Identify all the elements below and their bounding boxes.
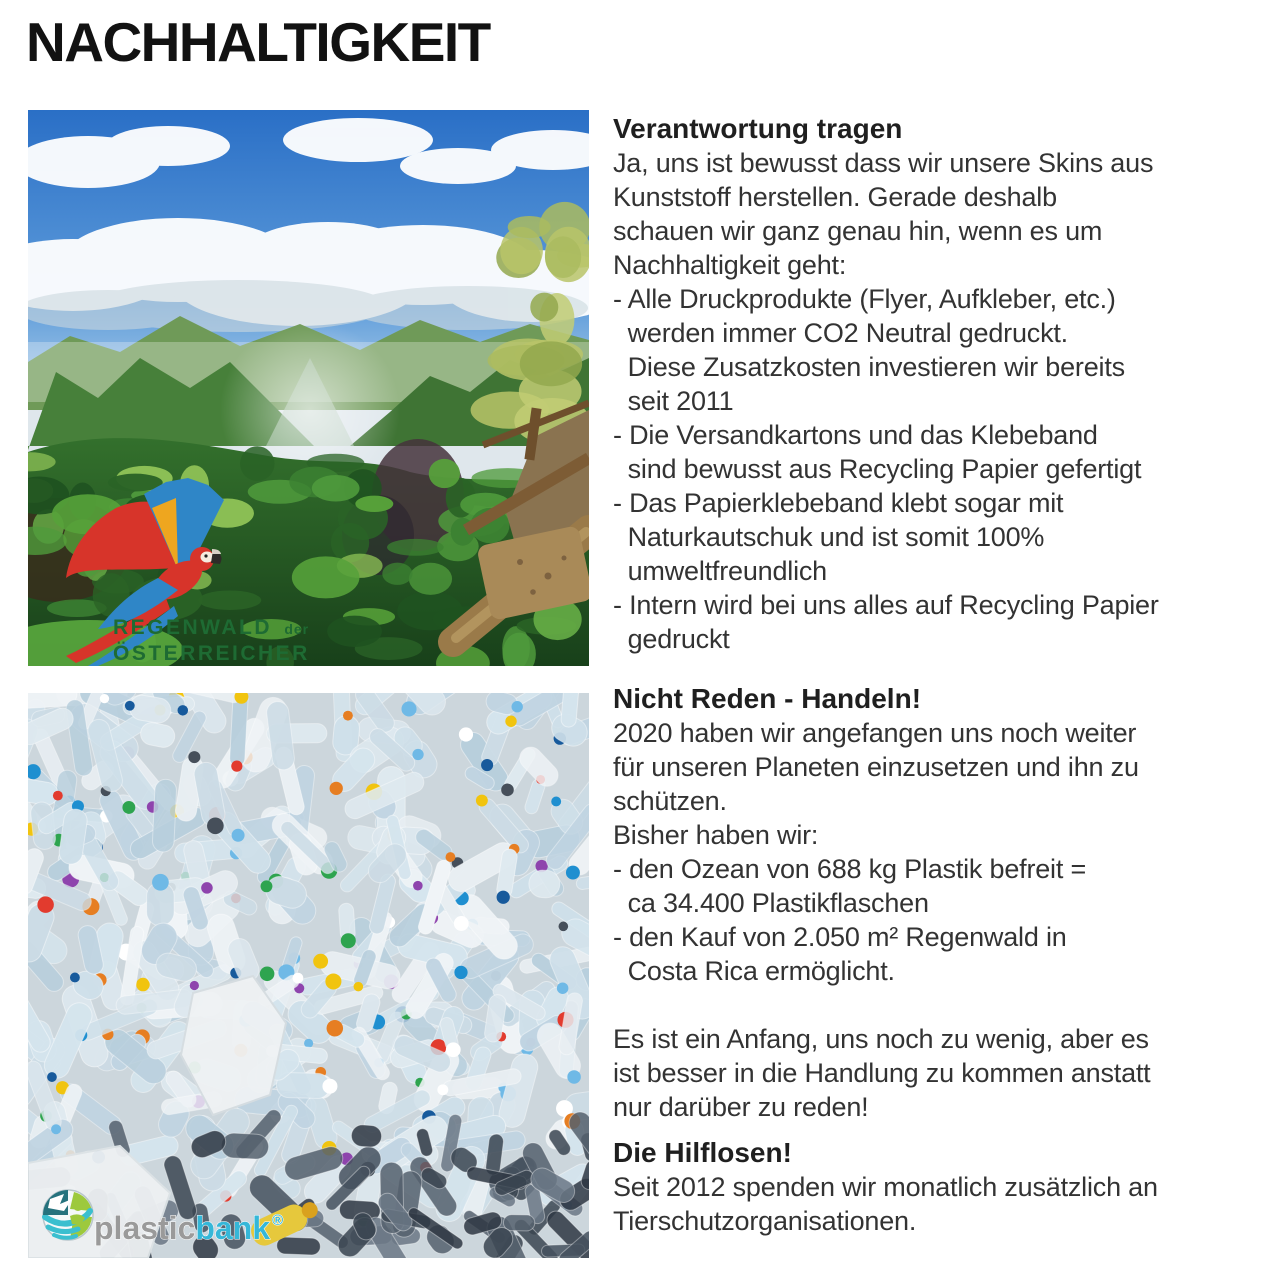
page-title: NACHHALTIGKEIT (26, 11, 490, 73)
plastic-bottles-illustration (28, 693, 589, 1258)
regenwald-logo-line2: ÖSTERREICHER (113, 642, 310, 665)
section-anfang (613, 1022, 1269, 1124)
section-body: Seit 2012 spenden wir monatlich zusätzlich an Tierschutzorganisationen. (613, 1172, 1158, 1236)
section-body: 2020 haben wir angefangen uns noch weiter für unseren Planeten einzusetzen und ihn zu schützen. Bisher haben wir: - den Ozean von 688 kg Plastik befreit = ca 34.400 Plastikflaschen - den Kauf von 2.050 m² Regenwald in Costa Rica ermöglicht. (613, 718, 1139, 986)
plasticbank-logo-text: plasticbank ® (94, 1210, 284, 1246)
text-column (613, 112, 1269, 1238)
plasticbank-icon (43, 1190, 93, 1240)
rainforest-photo (28, 110, 589, 666)
section-heading: Die Hilflosen! (613, 1137, 792, 1168)
section-verantwortung (613, 112, 1269, 656)
plastic-bottles-photo (28, 693, 589, 1258)
section-heading: Verantwortung tragen (613, 113, 903, 144)
section-nicht-reden (613, 682, 1269, 988)
rainforest-illustration (28, 110, 589, 666)
section-body: Ja, uns ist bewusst dass wir unsere Skins aus Kunststoff herstellen. Gerade deshalb schauen wir ganz genau hin, wenn es um Nachhaltigkeit geht: - Alle Druckprodukte (Flyer, Aufkleber, etc.) werden immer CO2 Neutral gedruckt. Diese Zusatzkosten investieren wir bereits seit 2011 - Die Versandkartons und das Klebeband sind bewusst aus Recycling Papier gefertigt - Das Papierklebeband klebt sogar mit Naturkautschuk und ist somit 100% umweltfreundlich - Intern wird bei uns alles auf Recycling Papier gedruckt (613, 148, 1159, 654)
regenwald-logo-line1: REGENWALD der (113, 616, 310, 639)
section-hilflosen (613, 1136, 1269, 1238)
section-heading: Nicht Reden - Handeln! (613, 683, 922, 714)
section-body: Es ist ein Anfang, uns noch zu wenig, aber es ist besser in die Handlung zu kommen anstatt nur darüber zu reden! (613, 1024, 1151, 1122)
